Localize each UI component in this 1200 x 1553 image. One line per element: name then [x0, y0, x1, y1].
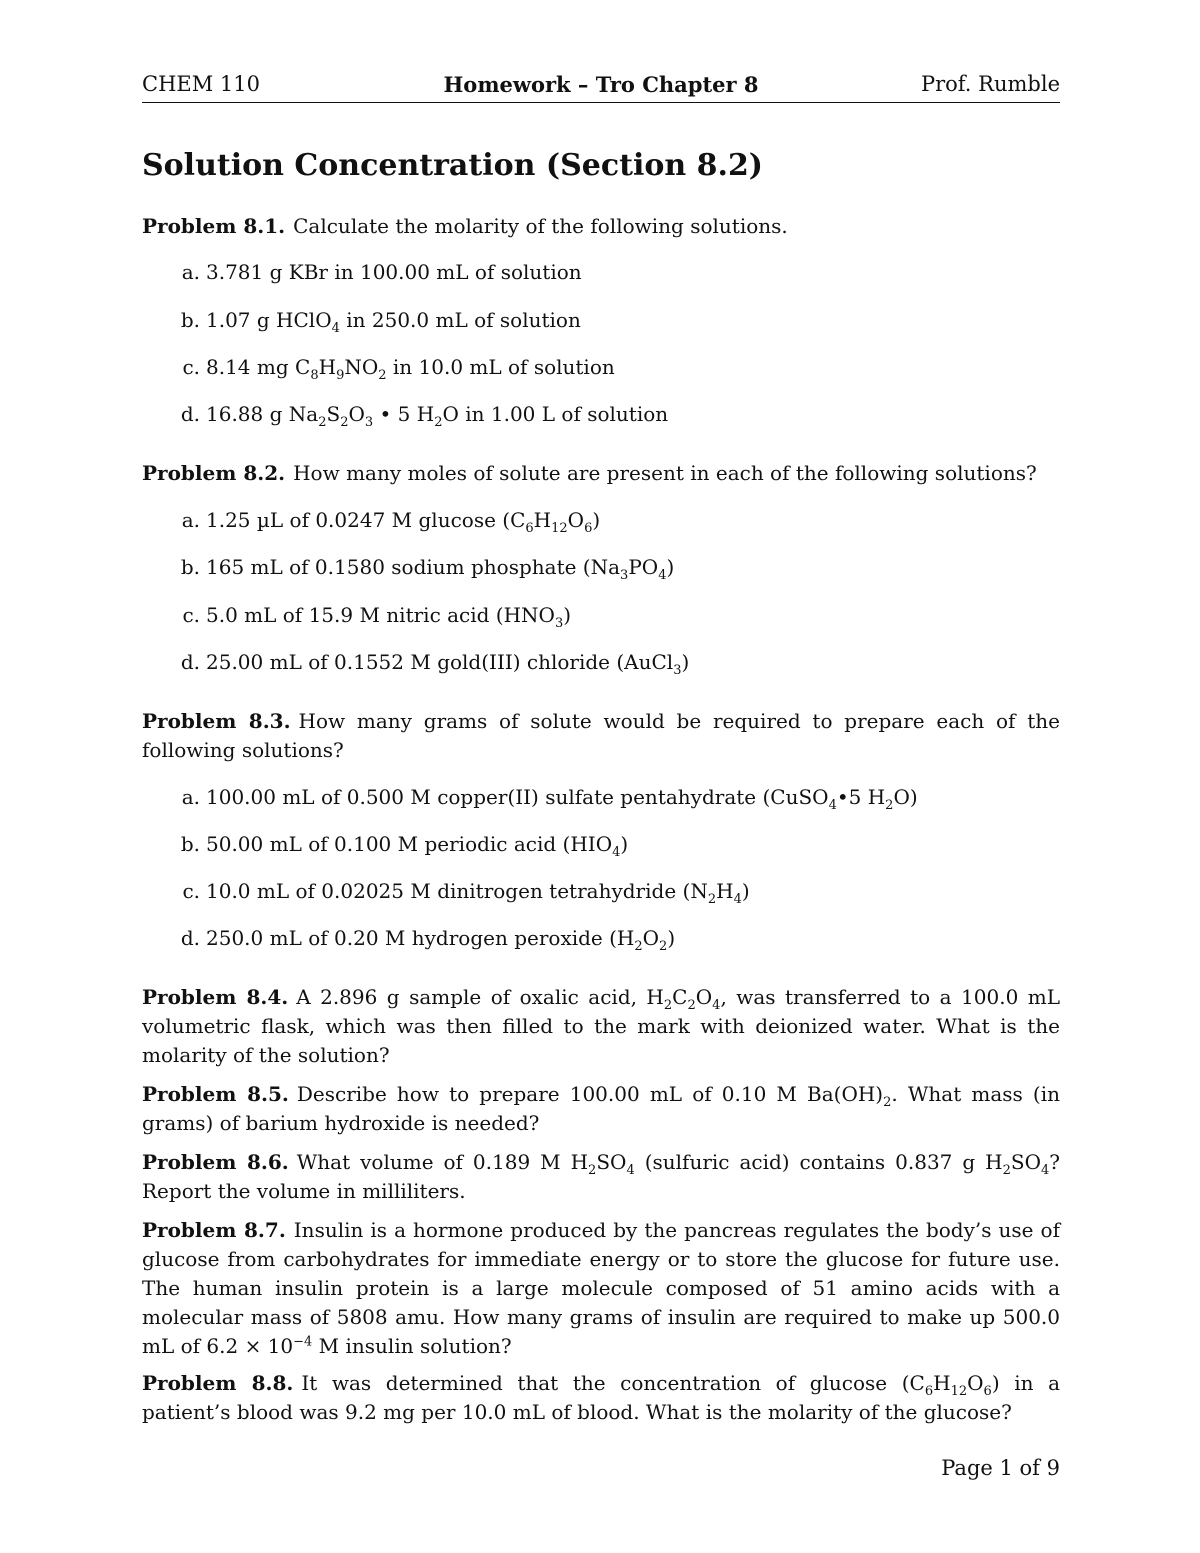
- problem-8-8: Problem 8.8. It was determined that the concentration of glucose $(C_6H_{12}O_6)$ in a patient’s blood was 9.2 mg per 10.0 mL of blood. What is the molarity of the glucose?: [142, 1371, 1061, 1424]
- problem-8-3-item-b: b. 50.00 mL of 0.100 M periodic acid $(HIO_4)$: [180, 832, 629, 860]
- problem-label: Problem 8.8.: [142, 1371, 294, 1395]
- problem-text: How many grams of solute would be required to prepare each of the following solutions?: [142, 709, 1060, 762]
- problem-label: Problem 8.7.: [142, 1218, 286, 1242]
- problem-8-1: [142, 212, 1060, 241]
- problem-8-7: Problem 8.7. Insulin is a hormone produced by the pancreas regulates the body’s use of glucose from carbohydrates for immediate energy or to store the glucose for future use. The human insulin protein is a large molecule composed of 51 amino acids with a molecular mass of 5808 amu. How many grams of insulin are required to make up 500.0 mL of $6.2 \times 10^{-4}$ M insulin solution?: [142, 1218, 1060, 1358]
- problem-label: Problem 8.1.: [142, 214, 286, 238]
- problem-8-1-item-d: d. 16.88 g $Na_2S_2O_3$ • 5 $H_2O$ in 1.00 L of solution: [180, 402, 669, 430]
- page-header: [142, 68, 1060, 103]
- problem-8-2-item-d: d. 25.00 mL of 0.1552 M gold(III) chloride (AuCl$_3$): [180, 650, 690, 678]
- problem-8-2-item-a: a. 1.25 µL of 0.0247 M glucose $(C_6H_{12}O_6)$: [181, 508, 601, 536]
- section-title: Solution Concentration (Section 8.2): [142, 148, 764, 183]
- problem-8-2-item-c: c. 5.0 mL of 15.9 M nitric acid $(HNO_3)$: [182, 603, 572, 631]
- problem-8-6: Problem 8.6. What volume of 0.189 M $H_2SO_4$ (sulfuric acid) contains 0.837 g $H_2SO_4$? Report the volume in milliliters.: [142, 1150, 1061, 1203]
- problem-8-4: Problem 8.4. A 2.896 g sample of oxalic acid, $H_2C_2O_4$, was transferred to a 100.0 mL volumetric flask, which was then filled to the mark with deionized water. What is the molarity of the solution?: [142, 985, 1060, 1067]
- problem-label: Problem 8.2.: [142, 461, 286, 485]
- course-code: CHEM 110: [142, 72, 260, 96]
- problem-text: How many moles of solute are present in each of the following solutions?: [293, 461, 1037, 485]
- problem-8-1-item-a: a. 3.781 g KBr in 100.00 mL of solution: [181, 260, 582, 284]
- problem-8-3-item-d: d. 250.0 mL of 0.20 M hydrogen peroxide $(H_2O_2)$: [180, 926, 676, 954]
- instructor-name: Prof. Rumble: [920, 72, 1060, 96]
- problem-label: Problem 8.3.: [142, 709, 291, 733]
- problem-8-1-item-c: c. 8.14 mg $C_8H_9NO_2$ in 10.0 mL of solution: [182, 355, 615, 383]
- problem-8-2-item-b: b. 165 mL of 0.1580 sodium phosphate $(Na_3PO_4)$: [180, 555, 675, 583]
- document-page: [142, 0, 1060, 1553]
- problem-8-3: [142, 707, 1060, 765]
- problem-8-1-item-b: b. 1.07 g HClO$_4$ in 250.0 mL of solution: [180, 308, 581, 336]
- problem-8-5: Problem 8.5. Describe how to prepare 100.00 mL of 0.10 M $Ba(OH)_2$. What mass (in grams) of barium hydroxide is needed?: [142, 1082, 1060, 1135]
- page-number: Page 1 of 9: [941, 1456, 1060, 1480]
- homework-title: Homework – Tro Chapter 8: [443, 72, 759, 97]
- problem-text: Calculate the molarity of the following solutions.: [293, 214, 788, 238]
- problem-label: Problem 8.6.: [142, 1150, 289, 1174]
- problem-8-3-item-c: c. 10.0 mL of 0.02025 M dinitrogen tetrahydride $(N_2H_4)$: [182, 879, 750, 907]
- problem-8-2: [142, 459, 1060, 488]
- problem-label: Problem 8.4.: [142, 985, 289, 1009]
- problem-label: Problem 8.5.: [142, 1082, 289, 1106]
- problem-8-3-item-a: a. 100.00 mL of 0.500 M copper(II) sulfate pentahydrate (CuSO$_4$•5 $H_2O$): [181, 785, 918, 813]
